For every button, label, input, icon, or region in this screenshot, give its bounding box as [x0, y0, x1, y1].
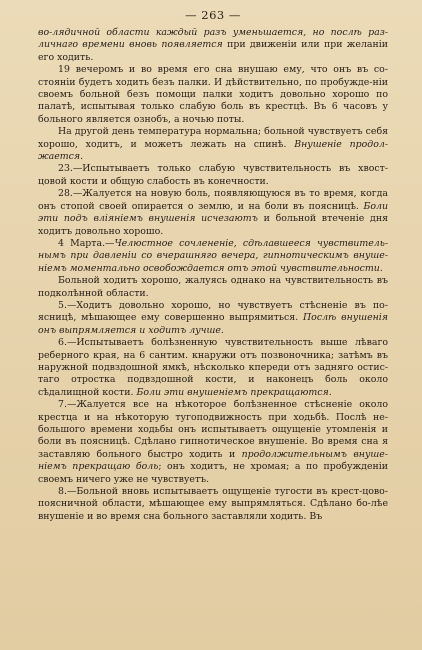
paragraph — [38, 275, 388, 300]
paragraph — [38, 486, 388, 523]
italic-text-segment: Боли эти внушенiемъ прекращаются. — [136, 386, 332, 398]
text-segment: и больной втеченiе дня ходитъ довольно хорошо. — [38, 213, 388, 237]
page-number: — 263 — — [185, 8, 241, 22]
text-segment: 28.—Жалуется на новую боль, появляющуюся въ то время, когда онъ стопой своей опирается о землю, и на боли въ поясницѣ. — [38, 188, 388, 212]
paragraph — [38, 126, 388, 163]
italic-text-segment: продолжительнымъ внуше-нiемъ прекращаю боль — [38, 448, 388, 473]
text-segment: 19 вечеромъ и во время его сна внушаю ему, что онъ въ со-стоянiи будетъ ходить безъ палки. И дѣйствительно, по пробужде-нiи своемъ больной безъ помощи палки ходитъ довольно хорошо по палатѣ, испытывая только слабую боль въ крестцѣ. Въ 6 часовъ у больного является ознобъ, а ночью поты. — [38, 64, 388, 125]
page-body-text — [38, 27, 388, 523]
text-segment: при движенiи или при желанiи его ходить. — [38, 39, 388, 63]
text-segment: 8.—Больной вновь испытываетъ ощущенiе тугости въ крест-цово-поясничной области, мѣшающее ему выпрямляться. Сдѣлано бо-лѣе внушенiе и во время сна больного заставляли ходить. Въ — [38, 486, 388, 522]
paragraph — [38, 163, 388, 188]
italic-text-segment: Боли эти подъ влiянiемъ внушенiя исчезаютъ — [38, 200, 388, 225]
italic-text-segment: Челюстное сочлененiе, сдѣлавшееся чувствитель-нымъ при давленiи со вчерашняго вечера, гипнотическимъ внуше-нiемъ моментально освобождается отъ этой чувствительности. — [38, 237, 389, 274]
text-segment: 4 Марта.— — [58, 237, 115, 249]
text-segment: 5.—Ходитъ довольно хорошо, но чувствуетъ стѣсненiе въ по-ясницѣ, мѣшающее ему совершенно выпрямиться. — [38, 299, 388, 324]
text-segment: 6.—Испытываетъ болѣзненную чувствительность выше лѣваго реберного края, на 6 сантим. кнаружи отъ позвоночника; затѣмъ въ наружной подвздошной ямкѣ, нѣсколько кпереди отъ задняго остис-таго отростка подвздошной кости, и наконецъ боль около сѣдалищной кости. — [38, 337, 388, 398]
italic-text-segment: во-лядичной области каждый разъ уменьшается, но послѣ раз-личнаго времени вновь появляется — [38, 27, 388, 51]
text-segment: На другой день температура нормальна; больной чувствуетъ себя хорошо, ходитъ, и можетъ лежать на спинѣ. — [38, 126, 388, 150]
text-segment: 7.—Жалуется все на нѣкоторое болѣзненное стѣсненiе около крестца и на нѣкоторую тугоподвижность при ходьбѣ. Послѣ не-большого времени ходьбы онъ испытываетъ ощущенiе утомленiя и боли въ поясницѣ. Сдѣлано гипнотическое внушенiе. Во время сна я заставляю больного быстро ходить и — [38, 399, 388, 460]
paragraph — [38, 300, 388, 337]
text-segment: ; онъ ходитъ, не хромая; а по пробужденiи своемъ ничего уже не чувствуетъ. — [38, 461, 388, 485]
text-segment: Больной ходитъ хорошо, жалуясь однако на чувствительность въ подколѣнной области. — [38, 275, 388, 299]
paragraph — [38, 238, 388, 275]
paragraph — [38, 64, 388, 126]
italic-text-segment: Внушенiе продол-жается. — [38, 138, 388, 163]
paragraph — [38, 337, 388, 399]
italic-text-segment: Послѣ внушенiя онъ выпрямляется и ходитъ лучше. — [38, 312, 389, 336]
text-segment: 23.—Испытываетъ только слабую чувствительность въ хвост-цовой кости и общую слабость въ конечности. — [38, 163, 388, 187]
paragraph — [38, 188, 388, 238]
paragraph — [38, 399, 388, 486]
paragraph — [38, 27, 388, 64]
